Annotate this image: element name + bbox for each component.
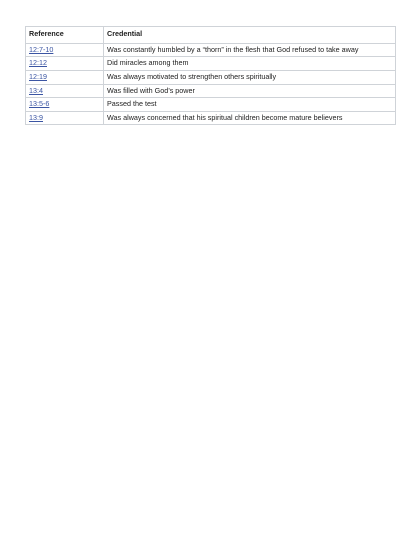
reference-link[interactable]: 13:9 (29, 112, 43, 122)
reference-cell (26, 111, 104, 125)
credential-cell: Was always concerned that his spiritual children become mature believers (104, 111, 396, 125)
reference-column-header: Reference (26, 27, 104, 44)
credential-cell: Was always motivated to strengthen others spiritually (104, 70, 396, 84)
table-row (26, 111, 396, 125)
reference-cell (26, 70, 104, 84)
reference-link[interactable]: 13:5-6 (29, 99, 50, 109)
reference-cell (26, 43, 104, 57)
reference-link[interactable]: 13:4 (29, 85, 43, 95)
table-row (26, 70, 396, 84)
reference-cell (26, 84, 104, 98)
table-header-row (26, 27, 396, 44)
table-row (26, 57, 396, 71)
reference-link[interactable]: 12:19 (29, 71, 47, 81)
table-row (26, 84, 396, 98)
reference-cell (26, 98, 104, 112)
credential-cell: Was filled with God’s power (104, 84, 396, 98)
credentials-table (25, 26, 396, 125)
table-row (26, 43, 396, 57)
reference-link[interactable]: 12:12 (29, 58, 47, 68)
reference-cell (26, 57, 104, 71)
credential-cell: Did miracles among them (104, 57, 396, 71)
credential-cell: Passed the test (104, 98, 396, 112)
reference-link[interactable]: 12:7-10 (29, 44, 54, 54)
table-row (26, 98, 396, 112)
credential-cell: Was constantly humbled by a “thorn” in the flesh that God refused to take away (104, 43, 396, 57)
credential-column-header: Credential (104, 27, 396, 44)
